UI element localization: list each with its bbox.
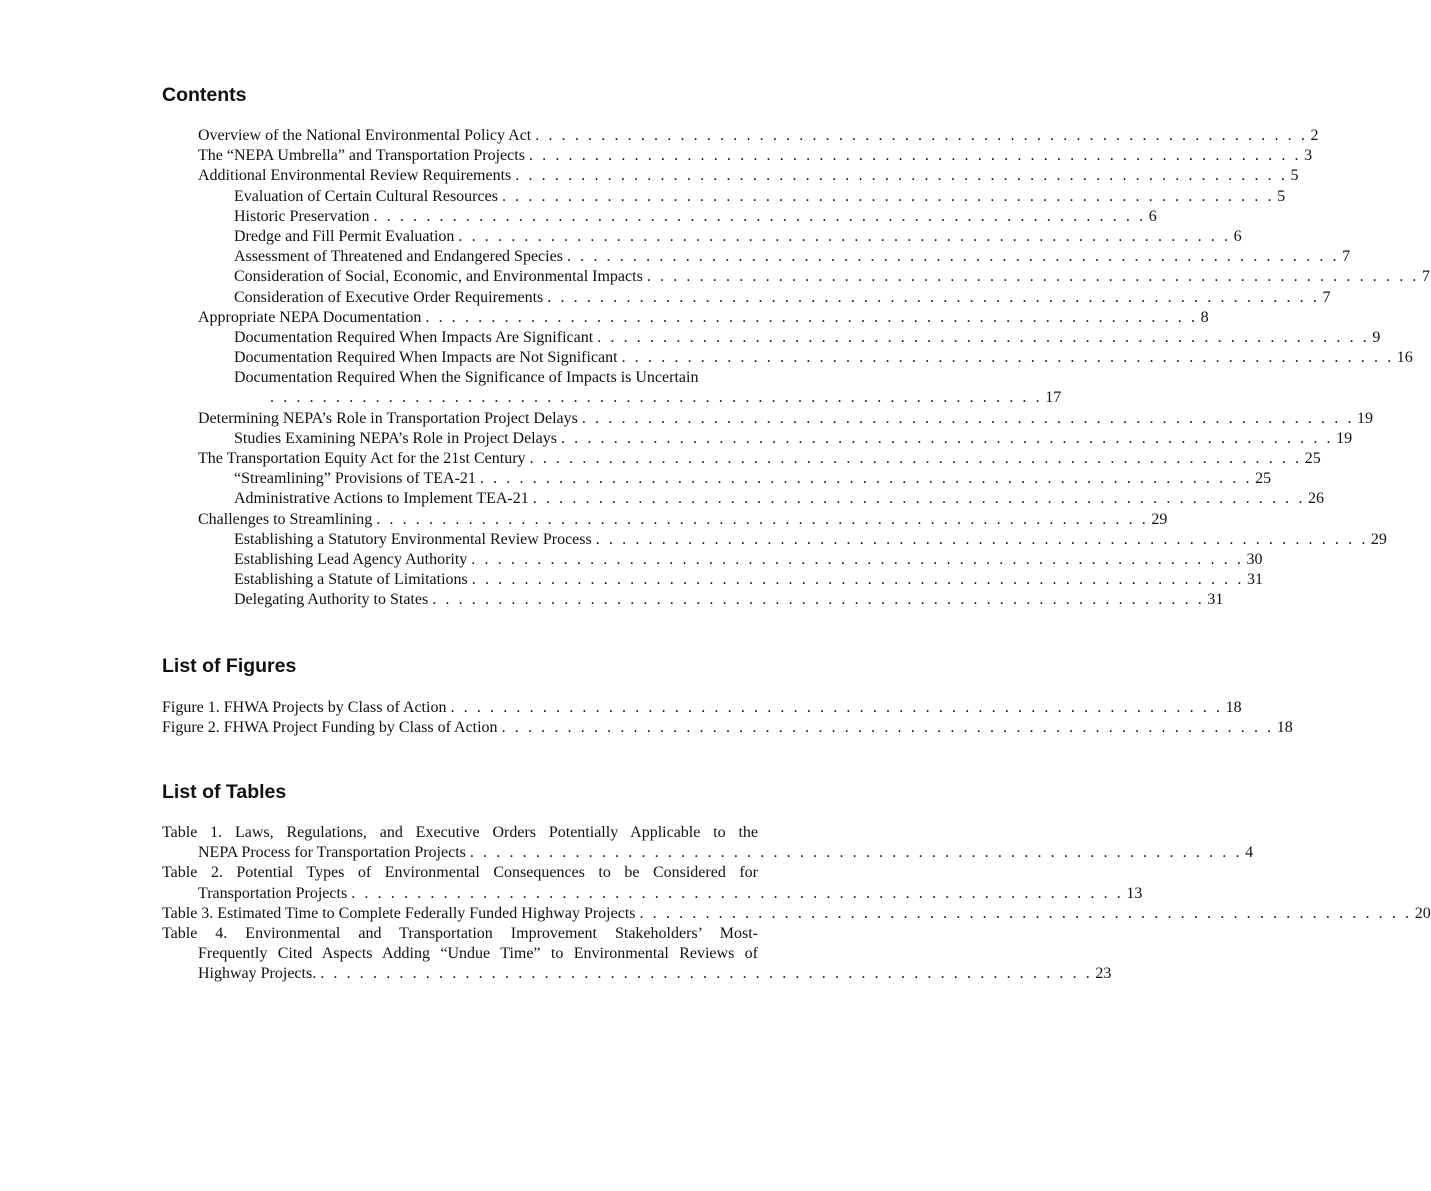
dot-leader: . . . . . . . . . . . . . . . . . . . . . . . . . . . . . . . . . . . . . . . . . . . . . . . . . . . . . . . . . . . — [528, 147, 1302, 165]
toc-entry-page: 7 — [1422, 268, 1430, 286]
table-entry-title: Table 3. Estimated Time to Complete Federally Funded Highway Projects — [162, 904, 636, 922]
table-entry-title-line2: Frequently Cited Aspects Adding “Undue Time” to Environmental Reviews of — [198, 945, 758, 963]
table-entry[interactable] — [162, 924, 1112, 985]
figures-heading: List of Figures — [162, 655, 297, 677]
toc-entry-page: 9 — [1372, 328, 1381, 346]
toc-entry-title: “Streamlining” Provisions of TEA-21 — [234, 470, 476, 488]
toc-entry[interactable] — [162, 449, 1321, 469]
toc-entry[interactable] — [162, 590, 1224, 610]
toc-entry[interactable] — [162, 570, 1263, 590]
dot-leader: . . . . . . . . . . . . . . . . . . . . . . . . . . . . . . . . . . . . . . . . . . . . . . . . . . . . . . . . . . . — [469, 844, 1243, 862]
figure-entry-page: 18 — [1225, 699, 1242, 716]
toc-entry[interactable] — [162, 409, 1374, 429]
toc-entry[interactable] — [162, 187, 1286, 207]
dot-leader: . . . . . . . . . . . . . . . . . . . . . . . . . . . . . . . . . . . . . . . . . . . . . . . . . . . . . . . . . . . — [529, 450, 1302, 467]
toc-entry[interactable] — [162, 166, 1299, 186]
table-entry-title-line1: Table 4. Environmental and Transportation Improvement Stakeholders’ Most- — [162, 924, 758, 942]
dot-leader: . . . . . . . . . . . . . . . . . . . . . . . . . . . . . . . . . . . . . . . . . . . . . . . . . . . . . . . . . . . — [320, 965, 1093, 983]
toc-entry-title: Delegating Authority to States — [234, 591, 429, 609]
figure-entry-title: Figure 2. FHWA Project Funding by Class of Action — [162, 719, 498, 737]
toc-entry[interactable] — [162, 489, 1324, 509]
toc-entry-page: 16 — [1396, 349, 1413, 367]
toc-entry-page: 5 — [1290, 167, 1299, 185]
table-entry-page: 13 — [1126, 884, 1143, 902]
toc-entry-page: 26 — [1307, 490, 1324, 508]
table-entry-title-line1: Table 1. Laws, Regulations, and Executive Orders Potentially Applicable to the — [162, 824, 758, 841]
toc-entry-title: Additional Environmental Review Requirements — [198, 167, 512, 185]
toc-entry-page: 8 — [1200, 308, 1209, 326]
dot-leader: . . . . . . . . . . . . . . . . . . . . . . . . . . . . . . . . . . . . . . . . . . . . . . . . . . . . . . . . . . . — [639, 904, 1412, 922]
toc-entry[interactable] — [162, 530, 1387, 550]
toc-entry-title: Establishing Lead Agency Authority — [234, 550, 468, 568]
dot-leader: . . . . . . . . . . . . . . . . . . . . . . . . . . . . . . . . . . . . . . . . . . . . . . . . . . . . . . . . . . . — [535, 127, 1308, 144]
toc-entry-title: Documentation Required When Impacts are Not Significant — [234, 349, 618, 367]
dot-leader: . . . . . . . . . . . . . . . . . . . . . . . . . . . . . . . . . . . . . . . . . . . . . . . . . . . . . . . . . . . — [566, 248, 1340, 266]
dot-leader: . . . . . . . . . . . . . . . . . . . . . . . . . . . . . . . . . . . . . . . . . . . . . . . . . . . . . . . . . . . — [458, 227, 1231, 245]
dot-leader: . . . . . . . . . . . . . . . . . . . . . . . . . . . . . . . . . . . . . . . . . . . . . . . . . . . . . . . . . . . — [425, 308, 1198, 326]
toc-entry-title: The Transportation Equity Act for the 21st Century — [198, 450, 526, 467]
figure-entry[interactable] — [162, 718, 1293, 738]
toc-entry-wrapped[interactable] — [162, 368, 758, 388]
toc-entry[interactable] — [162, 328, 1381, 348]
tables-list — [162, 823, 1431, 985]
dot-leader: . . . . . . . . . . . . . . . . . . . . . . . . . . . . . . . . . . . . . . . . . . . . . . . . . . . . . . . . . . . — [532, 490, 1305, 508]
dot-leader: . . . . . . . . . . . . . . . . . . . . . . . . . . . . . . . . . . . . . . . . . . . . . . . . . . . . . . . . . . . — [450, 699, 1223, 716]
toc-entry-page: 29 — [1370, 530, 1387, 548]
toc-entry[interactable] — [162, 429, 1353, 449]
toc-entry[interactable] — [162, 126, 1319, 146]
dot-leader: . . . . . . . . . . . . . . . . . . . . . . . . . . . . . . . . . . . . . . . . . . . . . . . . . . . . . . . . . . . — [581, 409, 1355, 427]
tables-heading: List of Tables — [162, 781, 287, 803]
dot-leader: . . . . . . . . . . . . . . . . . . . . . . . . . . . . . . . . . . . . . . . . . . . . . . . . . . . . . . . . . . . — [479, 470, 1253, 488]
toc-entry[interactable] — [162, 550, 1263, 570]
toc-entry-title: Determining NEPA’s Role in Transportation Project Delays — [198, 409, 578, 427]
contents-list — [162, 126, 1430, 611]
toc-entry-page: 17 — [1045, 389, 1062, 407]
toc-entry-title: Assessment of Threatened and Endangered Species — [234, 248, 563, 266]
dot-leader: . . . . . . . . . . . . . . . . . . . . . . . . . . . . . . . . . . . . . . . . . . . . . . . . . . . . . . . . . . . — [373, 207, 1146, 225]
toc-entry-page: 3 — [1304, 147, 1313, 165]
toc-entry-page: 2 — [1310, 127, 1319, 144]
toc-entry-title: Challenges to Streamlining — [198, 510, 373, 528]
toc-entry[interactable] — [162, 288, 1331, 308]
toc-entry[interactable] — [162, 146, 1313, 166]
toc-entry[interactable] — [162, 267, 1430, 287]
toc-entry-title: Studies Examining NEPA’s Role in Project Delays — [234, 429, 557, 447]
toc-entry[interactable] — [162, 247, 1351, 267]
toc-entry-title: Documentation Required When the Significance of Impacts is Uncertain — [234, 369, 699, 387]
dot-leader: . . . . . . . . . . . . . . . . . . . . . . . . . . . . . . . . . . . . . . . . . . . . . . . . . . . . . . . . . . . — [560, 429, 1334, 447]
figure-entry-page: 18 — [1276, 719, 1293, 737]
figures-list — [162, 698, 1293, 738]
toc-entry-continuation — [162, 388, 1062, 408]
toc-entry-title: Establishing a Statute of Limitations — [234, 571, 468, 589]
table-entry-page: 20 — [1414, 904, 1431, 922]
table-entry-page: 4 — [1245, 844, 1254, 862]
dot-leader: . . . . . . . . . . . . . . . . . . . . . . . . . . . . . . . . . . . . . . . . . . . . . . . . . . . . . . . . . . . — [270, 389, 1043, 407]
toc-entry-title: Evaluation of Certain Cultural Resources — [234, 187, 498, 205]
contents-heading: Contents — [162, 84, 247, 106]
toc-entry-page: 7 — [1322, 288, 1331, 306]
dot-leader: . . . . . . . . . . . . . . . . . . . . . . . . . . . . . . . . . . . . . . . . . . . . . . . . . . . . . . . . . . . — [501, 719, 1274, 737]
toc-entry-page: 6 — [1233, 227, 1242, 245]
toc-entry-title: Establishing a Statutory Environmental Review Process — [234, 530, 592, 548]
table-entry-title-line3: Highway Projects. — [198, 965, 317, 983]
dot-leader: . . . . . . . . . . . . . . . . . . . . . . . . . . . . . . . . . . . . . . . . . . . . . . . . . . . . . . . . . . . — [646, 268, 1419, 286]
dot-leader: . . . . . . . . . . . . . . . . . . . . . . . . . . . . . . . . . . . . . . . . . . . . . . . . . . . . . . . . . . . — [376, 510, 1149, 528]
toc-entry-page: 31 — [1207, 591, 1224, 609]
table-entry-title-line2: NEPA Process for Transportation Projects — [198, 844, 466, 862]
toc-entry[interactable] — [162, 207, 1157, 227]
toc-entry-page: 31 — [1246, 571, 1263, 589]
toc-entry-page: 25 — [1304, 450, 1321, 467]
figure-entry-title: Figure 1. FHWA Projects by Class of Action — [162, 699, 447, 716]
toc-entry[interactable] — [162, 348, 1413, 368]
dot-leader: . . . . . . . . . . . . . . . . . . . . . . . . . . . . . . . . . . . . . . . . . . . . . . . . . . . . . . . . . . . — [351, 884, 1124, 902]
toc-entry-title: Historic Preservation — [234, 207, 370, 225]
toc-entry-title: The “NEPA Umbrella” and Transportation Projects — [198, 147, 525, 165]
toc-entry-title: Appropriate NEPA Documentation — [198, 308, 422, 326]
dot-leader: . . . . . . . . . . . . . . . . . . . . . . . . . . . . . . . . . . . . . . . . . . . . . . . . . . . . . . . . . . . — [547, 288, 1320, 306]
toc-entry-page: 6 — [1148, 207, 1157, 225]
toc-entry[interactable] — [162, 308, 1209, 328]
figure-entry[interactable] — [162, 698, 1242, 718]
toc-entry-page: 29 — [1151, 510, 1168, 528]
dot-leader: . . . . . . . . . . . . . . . . . . . . . . . . . . . . . . . . . . . . . . . . . . . . . . . . . . . . . . . . . . . — [595, 530, 1368, 548]
toc-entry-page: 19 — [1357, 409, 1374, 427]
table-entry[interactable] — [162, 863, 1143, 903]
toc-entry[interactable] — [162, 510, 1168, 530]
toc-entry-title: Overview of the National Environmental Policy Act — [198, 127, 532, 144]
dot-leader: . . . . . . . . . . . . . . . . . . . . . . . . . . . . . . . . . . . . . . . . . . . . . . . . . . . . . . . . . . . — [471, 571, 1244, 589]
dot-leader: . . . . . . . . . . . . . . . . . . . . . . . . . . . . . . . . . . . . . . . . . . . . . . . . . . . . . . . . . . . — [621, 349, 1394, 367]
dot-leader: . . . . . . . . . . . . . . . . . . . . . . . . . . . . . . . . . . . . . . . . . . . . . . . . . . . . . . . . . . . — [515, 167, 1288, 185]
dot-leader: . . . . . . . . . . . . . . . . . . . . . . . . . . . . . . . . . . . . . . . . . . . . . . . . . . . . . . . . . . . — [432, 591, 1205, 609]
toc-entry-title: Consideration of Social, Economic, and Environmental Impacts — [234, 268, 643, 286]
toc-entry-title: Dredge and Fill Permit Evaluation — [234, 227, 455, 245]
toc-entry[interactable] — [162, 227, 1242, 247]
table-entry-title-line2: Transportation Projects — [198, 884, 348, 902]
toc-entry-title: Consideration of Executive Order Requirements — [234, 288, 544, 306]
toc-entry[interactable] — [162, 469, 1272, 489]
toc-entry-page: 7 — [1342, 248, 1351, 266]
table-entry-title-line1: Table 2. Potential Types of Environmental Consequences to be Considered for — [162, 864, 758, 882]
toc-entry-page: 5 — [1277, 187, 1286, 205]
dot-leader: . . . . . . . . . . . . . . . . . . . . . . . . . . . . . . . . . . . . . . . . . . . . . . . . . . . . . . . . . . . — [597, 328, 1370, 346]
dot-leader: . . . . . . . . . . . . . . . . . . . . . . . . . . . . . . . . . . . . . . . . . . . . . . . . . . . . . . . . . . . — [471, 550, 1244, 568]
dot-leader: . . . . . . . . . . . . . . . . . . . . . . . . . . . . . . . . . . . . . . . . . . . . . . . . . . . . . . . . . . . — [501, 187, 1275, 205]
table-entry-page: 23 — [1095, 965, 1112, 983]
table-entry[interactable] — [162, 823, 1254, 863]
toc-entry-page: 25 — [1255, 470, 1272, 488]
toc-entry-page: 19 — [1336, 429, 1353, 447]
table-entry[interactable] — [162, 904, 1431, 924]
toc-entry-title: Administrative Actions to Implement TEA-21 — [234, 490, 529, 508]
toc-entry-page: 30 — [1246, 550, 1263, 568]
toc-entry-title: Documentation Required When Impacts Are Significant — [234, 328, 594, 346]
